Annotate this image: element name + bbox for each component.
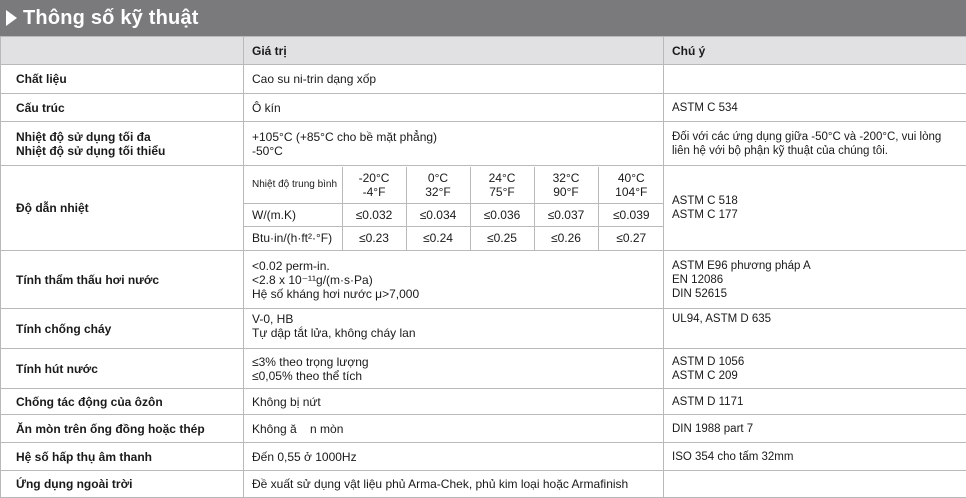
table-header-row [1,37,966,65]
row-value: Đề xuất sử dụng vật liệu phủ Arma-Chek, phủ kim loại hoặc Armafinish [244,471,664,498]
row-value: Đến 0,55 ở 1000Hz [244,443,664,471]
row-note: ASTM C 534 [664,94,966,122]
temperature-cell: 0°C 32°F [406,167,470,204]
row-value: Ô kín [244,94,664,122]
conductivity-cell: ≤0.032 [342,204,406,227]
table-row [1,415,966,443]
temperature-cell: 40°C 104°F [598,167,664,204]
row-value: ≤3% theo trọng lượng ≤0,05% theo thể tích [244,349,664,389]
conductivity-cell: ≤0.24 [406,227,470,250]
table-row [1,389,966,415]
table-row [1,251,966,309]
row-label: Hệ số hấp thụ âm thanh [1,443,244,471]
table-row [1,349,966,389]
conductivity-cell: ≤0.034 [406,204,470,227]
row-value: Không bị nứt [244,389,664,415]
conductivity-cell: ≤0.036 [470,204,534,227]
temperature-row [244,167,664,204]
row-note: ISO 354 cho tấm 32mm [664,443,966,471]
conductivity-cell: ≤0.27 [598,227,664,250]
row-note: DIN 1988 part 7 [664,415,966,443]
row-note: Đối với các ứng dụng giữa -50°C và -200°C, vui lòng liên hệ với bộ phận kỹ thuật của chúng tôi. [664,122,966,166]
table-row [1,443,966,471]
row-note: ASTM D 1171 [664,389,966,415]
table-row [1,471,966,498]
triangle-right-icon [6,10,17,26]
header-property [1,37,244,65]
row-value: Không ă n mòn [244,415,664,443]
temperature-cell: -20°C -4°F [342,167,406,204]
conductivity-cell: ≤0.039 [598,204,664,227]
row-label: Chống tác động của ôzôn [1,389,244,415]
row-label: Tính thẩm thấu hơi nước [1,251,244,309]
row-label: Tính chống cháy [1,309,244,349]
row-note [664,65,966,94]
conductivity-cell: ≤0.25 [470,227,534,250]
conductivity-cell: ≤0.037 [534,204,598,227]
conductivity-row [244,204,664,227]
row-label: Độ dẫn nhiệt [1,166,244,251]
row-label: Chất liệu [1,65,244,94]
spec-table [0,36,966,498]
row-note: ASTM D 1056 ASTM C 209 [664,349,966,389]
row-value: <0.02 perm-in. <2.8 x 10⁻¹¹g/(m·s·Pa) Hệ số kháng hơi nước μ>7,000 [244,251,664,309]
row-note [664,471,966,498]
thermal-conductivity-row [1,166,966,251]
row-note: UL94, ASTM D 635 [664,309,966,349]
temperature-cell: 32°C 90°F [534,167,598,204]
conductivity-row [244,227,664,250]
thermal-subtable [244,167,664,250]
row-note: ASTM C 518 ASTM C 177 [664,166,966,251]
row-label: Ăn mòn trên ống đồng hoặc thép [1,415,244,443]
row-label: Cấu trúc [1,94,244,122]
table-row [1,65,966,94]
header-note: Chú ý [664,37,966,65]
row-label: Tính hút nước [1,349,244,389]
row-label: Ứng dụng ngoài trời [1,471,244,498]
row-value: V-0, HB Tự dập tắt lửa, không cháy lan [244,309,664,349]
section-title: Thông số kỹ thuật [23,7,199,30]
table-row [1,309,966,349]
row-label: Nhiệt độ sử dụng tối đa Nhiệt độ sử dụng tối thiểu [1,122,244,166]
table-row [1,122,966,166]
section-title-bar [0,0,966,36]
conductivity-cell: ≤0.23 [342,227,406,250]
mean-temp-label: Nhiệt độ trung bình [244,167,342,204]
temperature-cell: 24°C 75°F [470,167,534,204]
table-row [1,94,966,122]
unit-label: Btu·in/(h·ft²·°F) [244,227,342,250]
row-note: ASTM E96 phương pháp A EN 12086 DIN 52615 [664,251,966,309]
conductivity-cell: ≤0.26 [534,227,598,250]
unit-label: W/(m.K) [244,204,342,227]
row-value: +105°C (+85°C cho bề mặt phẳng) -50°C [244,122,664,166]
row-value: Cao su ni-trin dạng xốp [244,65,664,94]
thermal-values-cell [244,166,664,251]
header-value: Giá trị [244,37,664,65]
